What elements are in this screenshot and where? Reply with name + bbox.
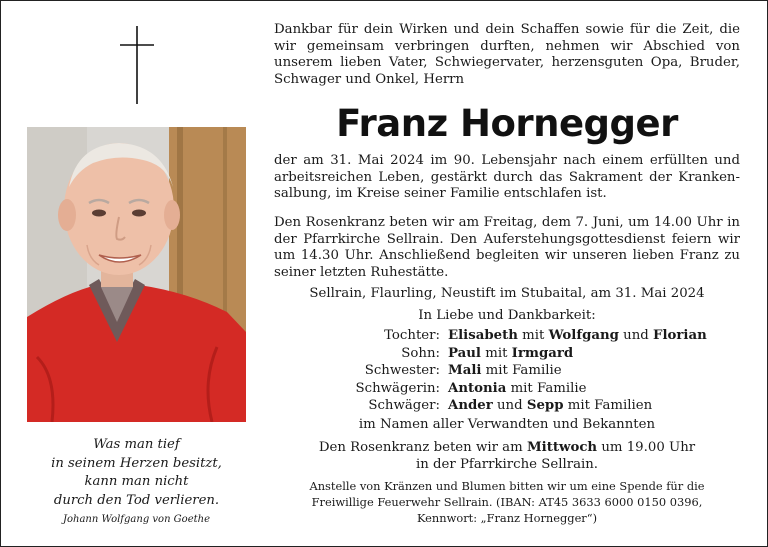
quote-line: Was man tief — [93, 437, 180, 452]
relative-names: Elisabeth mit Wolfgang und Florian — [448, 328, 707, 343]
relative-row — [274, 327, 740, 345]
goethe-quote — [27, 436, 246, 528]
quote-line: kann man nicht — [84, 474, 189, 489]
relative-row — [274, 362, 740, 380]
deceased-name: Franz Hornegger — [336, 102, 678, 145]
all-relatives-line: im Namen aller Verwandten und Bekannten — [358, 417, 656, 432]
quote-line: in seinem Herzen besitzt, — [51, 455, 222, 471]
relative-label: Schwester: — [364, 363, 440, 378]
relative-names: Paul mit Irmgard — [448, 345, 574, 361]
death-text: der am 31. Mai 2024 im 90. Lebensjahr nach einem erfüllten und arbeitsreichen Leben, gestärkt durch das Sakrament der Kranken-salbung, im Kreise seiner Familie entschlafen ist. — [274, 153, 740, 202]
donation-note: Anstelle von Kränzen und Blumen bitten wir um eine Spende für die Freiwillige Feuerwehr Sellrain. (IBAN: AT45 3633 6000 0150 0396, Kennwort: „Franz Hornegger“) — [309, 479, 705, 525]
portrait-photo — [27, 127, 246, 422]
love-title: In Liebe und Dankbarkeit: — [418, 308, 596, 323]
intro-text: Dankbar für dein Wirken und dein Schaffen sowie für die Zeit, die wir gemeinsam verbringen durften, nehmen wir Abschied von unserem lieben Vater, Schwiegervater, herzensguten Opa, Bruder, Schwager und Onkel, Herrn — [274, 22, 740, 87]
relative-row — [274, 397, 740, 415]
relatives-list — [274, 327, 740, 415]
relative-label: Tochter: — [384, 328, 440, 343]
cross-icon — [118, 26, 156, 104]
rosary-wednesday: Den Rosenkranz beten wir am Mittwoch um 19.00 Uhr in der Pfarrkirche Sellrain. — [318, 440, 696, 472]
relative-label: Sohn: — [401, 345, 440, 361]
relative-row — [274, 345, 740, 363]
quote-line: durch den Tod verlieren. — [53, 492, 220, 508]
relative-names: Antonia mit Familie — [448, 380, 587, 396]
rosary-text: Den Rosenkranz beten wir am Freitag, dem 7. Juni, um 14.00 Uhr in der Pfarrkirche Sellrain. Den Auferstehungsgottesdienst feiern wir um 14.30 Uhr. Anschließend begleiten wir unseren lieben Franz zu seiner letzten Ruhestätte. — [274, 215, 740, 280]
relative-row — [274, 380, 740, 398]
relative-names: Mali mit Familie — [448, 363, 562, 378]
quote-author: Johann Wolfgang von Goethe — [63, 514, 210, 525]
place-date: Sellrain, Flaurling, Neustift im Stubaital, am 31. Mai 2024 — [309, 286, 705, 301]
relative-label: Schwägerin: — [355, 380, 440, 396]
relative-label: Schwäger: — [368, 398, 440, 413]
relative-names: Ander und Sepp mit Familien — [448, 398, 653, 413]
